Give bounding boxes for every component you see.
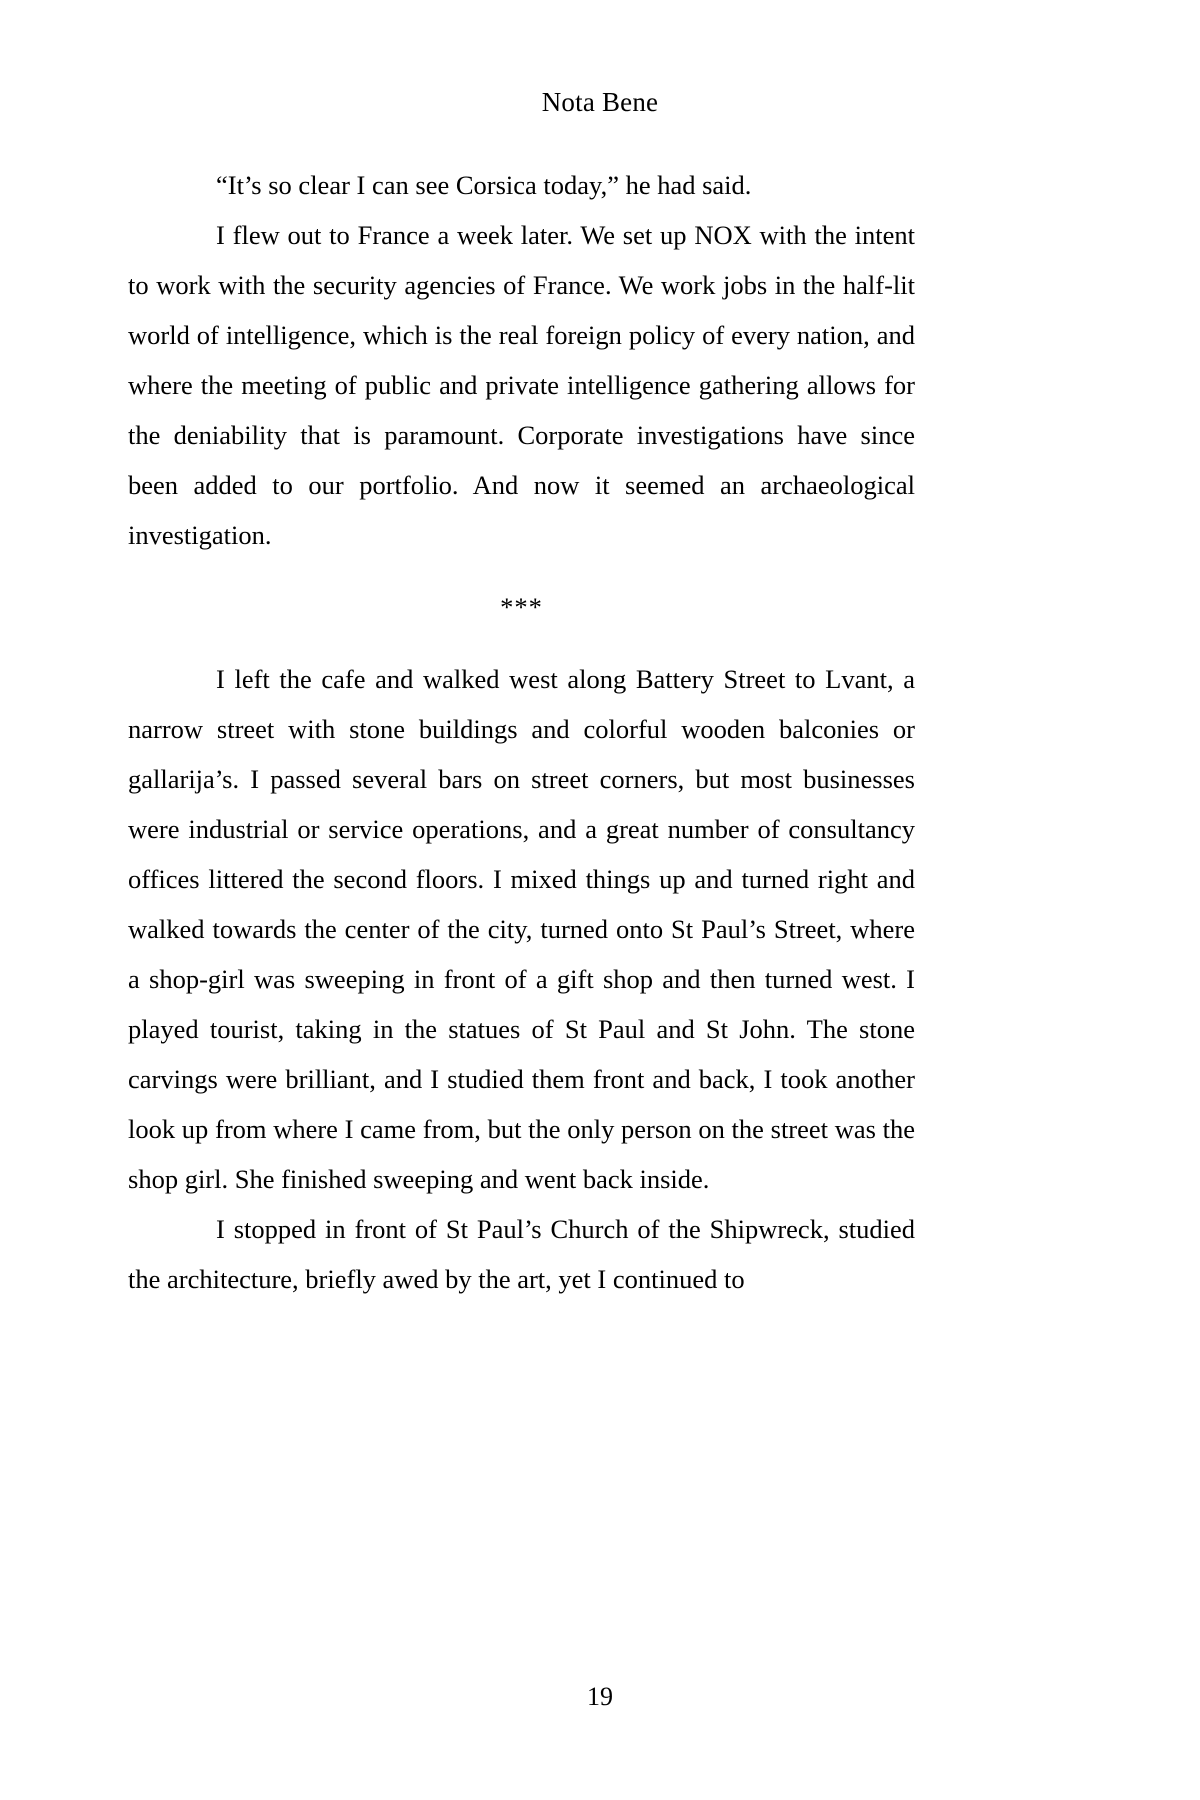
paragraph: I flew out to France a week later. We set up NOX with the intent to work with the security agencies of France. We work jobs in the half-lit world of intelligence, which is the real foreign policy of every nation, and where the meeting of public and private intelligence gathering allows for the deniability that is paramount. Corporate investigations have since been added to our portfolio. And now it seemed an archaeological investigation. (128, 220, 915, 550)
body-text-block (128, 160, 915, 1304)
page-number: 19 (587, 1681, 613, 1711)
scene-break-ornament: *** (500, 592, 543, 622)
paragraph: “It’s so clear I can see Corsica today,” he had said. (216, 170, 752, 200)
running-head: Nota Bene (541, 87, 659, 117)
paragraph: I stopped in front of St Paul’s Church of the Shipwreck, studied the architecture, briefly awed by the art, yet I continued to (128, 1214, 915, 1294)
paragraph: I left the cafe and walked west along Battery Street to Lvant, a narrow street with stone buildings and colorful wooden balconies or gallarija’s. I passed several bars on street corners, but most businesses were industrial or service operations, and a great number of consultancy offices littered the second floors. I mixed things up and turned right and walked towards the center of the city, turned onto St Paul’s Street, where a shop-girl was sweeping in front of a gift shop and then turned west. I played tourist, taking in the statues of St Paul and St John. The stone carvings were brilliant, and I studied them front and back, I took another look up from where I came from, but the only person on the street was the shop girl. She finished sweeping and went back inside. (128, 664, 915, 1194)
